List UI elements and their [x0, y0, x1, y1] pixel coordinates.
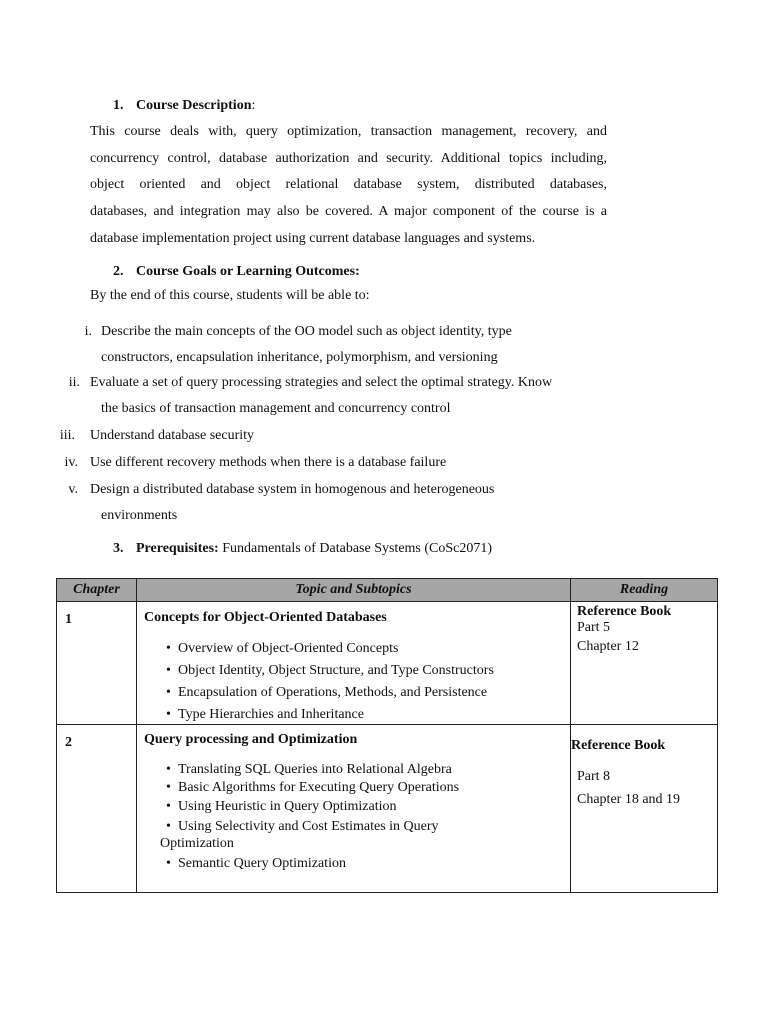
section1-heading: [136, 98, 255, 114]
bullet-icon: •: [166, 707, 171, 722]
section1-heading-text: Course Description: [136, 98, 252, 113]
subtopic-text: Basic Algorithms for Executing Query Operations: [178, 780, 460, 795]
section3-text: Fundamentals of Database Systems (CoSc2071): [222, 541, 493, 556]
header-chapter: Chapter: [57, 579, 137, 602]
section2-number: 2.: [113, 264, 124, 279]
outcome-number: iii.: [59, 428, 75, 443]
subtopic-text: Using Heuristic in Query Optimization: [178, 799, 397, 814]
section1-line: object oriented and object relational database system, distributed databases,: [90, 177, 607, 192]
bullet-icon: •: [166, 819, 171, 834]
topic-title: Query processing and Optimization: [144, 732, 358, 747]
outcome-text: Design a distributed database system in homogenous and heterogeneous: [90, 482, 495, 497]
table-row: [57, 725, 718, 893]
subtopic-text: Object Identity, Object Structure, and Type Constructors: [178, 663, 494, 678]
subtopic-text: Translating SQL Queries into Relational Algebra: [178, 762, 452, 777]
reading-part: Part 5: [577, 620, 611, 635]
subtopic-wrap-text: Optimization: [160, 836, 234, 851]
header-topic: Topic and Subtopics: [137, 579, 571, 602]
reading-chapter: Chapter 12: [577, 639, 639, 654]
subtopic-text: Overview of Object-Oriented Concepts: [178, 641, 399, 656]
reading-chapter: Chapter 18 and 19: [577, 792, 681, 807]
outcome-number: v.: [68, 482, 78, 497]
outcome-text-cont: constructors, encapsulation inheritance, polymorphism, and versioning: [101, 350, 498, 365]
section1-line: concurrency control, database authorization and security. Additional topics including,: [90, 151, 607, 166]
bullet-icon: •: [166, 641, 171, 656]
section1-line: databases, and integration may also be covered. A major component of the course is a: [90, 204, 607, 219]
bullet-icon: •: [166, 856, 171, 871]
chapter-number: 2: [65, 735, 72, 750]
topic-cell: [137, 602, 571, 725]
section2-heading: Course Goals or Learning Outcomes:: [136, 264, 360, 279]
subtopic-item: [166, 663, 494, 679]
header-reading: Reading: [571, 579, 718, 602]
subtopic-text: Using Selectivity and Cost Estimates in Query: [178, 819, 439, 834]
subtopic-item: [166, 856, 346, 872]
bullet-icon: •: [166, 685, 171, 700]
outcome-number: i.: [84, 324, 92, 339]
subtopic-text: Encapsulation of Operations, Methods, and Persistence: [178, 685, 488, 700]
chapter-cell: [57, 725, 137, 893]
outcome-number: iv.: [64, 455, 78, 470]
bullet-icon: •: [166, 799, 171, 814]
outcome-text: Understand database security: [90, 428, 255, 443]
section2-intro: By the end of this course, students will be able to:: [90, 288, 370, 303]
reading-title: Reference Book: [571, 738, 666, 753]
subtopic-item: [166, 685, 487, 701]
section1-heading-colon: :: [251, 98, 256, 113]
section1-line: This course deals with, query optimization, transaction management, recovery, and: [90, 124, 607, 139]
bullet-icon: •: [166, 780, 171, 795]
table-row: [57, 602, 718, 725]
course-outline-table: [56, 578, 718, 893]
reading-title: Reference Book: [577, 604, 672, 619]
reading-part: Part 8: [577, 769, 611, 784]
section3-line: [136, 541, 492, 557]
subtopic-item: [166, 799, 397, 815]
chapter-cell: [57, 602, 137, 725]
reading-cell: [571, 725, 718, 893]
outcome-text: Evaluate a set of query processing strategies and select the optimal strategy. Know: [90, 375, 553, 390]
table-header-row: [57, 579, 718, 602]
outcome-text: Use different recovery methods when there is a database failure: [90, 455, 447, 470]
chapter-number: 1: [65, 612, 72, 627]
reading-cell: [571, 602, 718, 725]
subtopic-item: [166, 819, 439, 835]
subtopic-text: Type Hierarchies and Inheritance: [178, 707, 364, 722]
subtopic-item: [166, 780, 459, 796]
section1-number: 1.: [113, 98, 124, 113]
subtopic-item: [166, 762, 452, 778]
subtopic-item: [166, 707, 364, 723]
outcome-text: Describe the main concepts of the OO model such as object identity, type: [101, 324, 512, 339]
outcome-text-cont: environments: [101, 508, 178, 523]
section3-number: 3.: [113, 541, 124, 556]
topic-title: Concepts for Object-Oriented Databases: [144, 610, 387, 625]
outcome-text-cont: the basics of transaction management and concurrency control: [101, 401, 451, 416]
topic-cell: [137, 725, 571, 893]
bullet-icon: •: [166, 663, 171, 678]
bullet-icon: •: [166, 762, 171, 777]
subtopic-text: Semantic Query Optimization: [178, 856, 346, 871]
subtopic-item: [166, 641, 398, 657]
section3-heading: Prerequisites:: [136, 541, 219, 556]
outcome-number: ii.: [68, 375, 80, 390]
section1-line: database implementation project using current database languages and systems.: [90, 231, 536, 246]
